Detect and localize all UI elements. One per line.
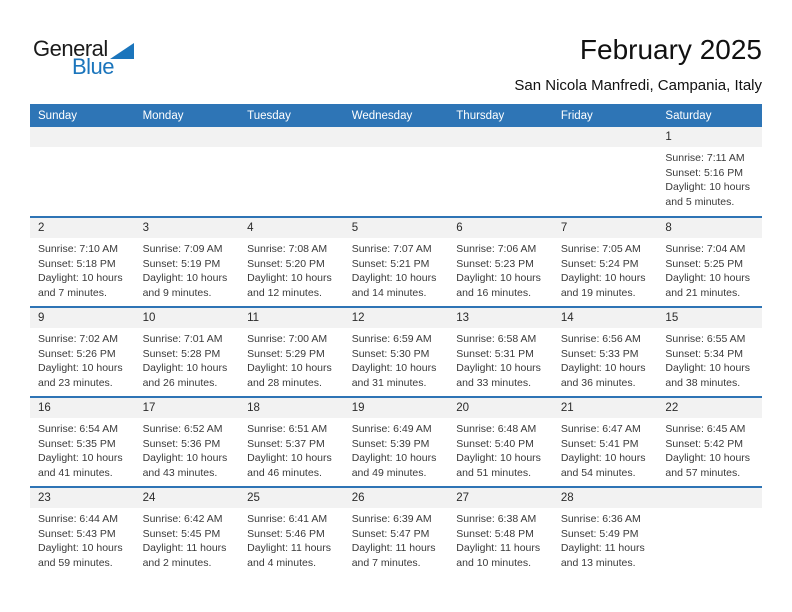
sunset-text: Sunset: 5:20 PM bbox=[247, 257, 325, 270]
day-number: 20 bbox=[448, 398, 553, 418]
day-cell bbox=[135, 488, 240, 576]
day-number bbox=[448, 127, 553, 147]
day-info bbox=[344, 238, 449, 300]
weekday-label: Tuesday bbox=[247, 109, 291, 122]
empty-day-cell bbox=[135, 127, 240, 216]
sunrise-text: Sunrise: 7:02 AM bbox=[38, 333, 118, 345]
sunset-text: Sunset: 5:41 PM bbox=[560, 437, 639, 450]
day-cell bbox=[553, 308, 658, 396]
day-info bbox=[30, 328, 135, 390]
daylight-text: Daylight: 10 hours and 54 minutes. bbox=[560, 452, 646, 479]
day-info bbox=[239, 238, 344, 300]
day-cell bbox=[135, 308, 240, 396]
daylight-text: Daylight: 10 hours and 12 minutes. bbox=[247, 272, 332, 299]
sunrise-text: Sunrise: 6:58 AM bbox=[456, 333, 537, 345]
day-info bbox=[135, 328, 240, 390]
daylight-text: Daylight: 10 hours and 14 minutes. bbox=[351, 272, 437, 299]
day-info bbox=[30, 238, 135, 300]
weekday-header-row bbox=[30, 104, 762, 127]
daylight-text: Daylight: 11 hours and 7 minutes. bbox=[351, 542, 436, 569]
day-cell bbox=[553, 488, 658, 576]
day-number: 11 bbox=[239, 308, 344, 328]
sunrise-text: Sunrise: 6:39 AM bbox=[351, 513, 432, 525]
sunset-text: Sunset: 5:45 PM bbox=[142, 527, 221, 540]
sunrise-text: Sunrise: 7:01 AM bbox=[142, 333, 223, 345]
daylight-text: Daylight: 10 hours and 23 minutes. bbox=[38, 362, 123, 389]
day-info bbox=[448, 418, 553, 480]
sunset-text: Sunset: 5:36 PM bbox=[142, 437, 221, 450]
day-cell bbox=[135, 398, 240, 486]
calendar-grid bbox=[30, 104, 762, 576]
day-cell bbox=[239, 218, 344, 306]
day-number: 7 bbox=[553, 218, 658, 238]
weekday-label: Monday bbox=[142, 109, 184, 122]
empty-day-cell bbox=[553, 127, 658, 216]
day-cell bbox=[657, 308, 762, 396]
day-number bbox=[30, 127, 135, 147]
daylight-text: Daylight: 10 hours and 59 minutes. bbox=[38, 542, 123, 569]
day-cell bbox=[239, 308, 344, 396]
day-info bbox=[448, 238, 553, 300]
sunrise-text: Sunrise: 6:49 AM bbox=[351, 423, 432, 435]
day-info bbox=[239, 508, 344, 570]
day-cell bbox=[344, 218, 449, 306]
day-number: 3 bbox=[135, 218, 240, 238]
day-info bbox=[657, 418, 762, 480]
day-number: 4 bbox=[239, 218, 344, 238]
day-number: 28 bbox=[553, 488, 658, 508]
day-number: 8 bbox=[657, 218, 762, 238]
day-number: 15 bbox=[657, 308, 762, 328]
logo-word-general: General bbox=[33, 36, 108, 61]
daylight-text: Daylight: 10 hours and 36 minutes. bbox=[560, 362, 646, 389]
month-title: February 2025 bbox=[579, 34, 762, 65]
daylight-text: Daylight: 10 hours and 19 minutes. bbox=[560, 272, 646, 299]
daylight-text: Daylight: 10 hours and 5 minutes. bbox=[665, 181, 751, 208]
sunset-text: Sunset: 5:21 PM bbox=[351, 257, 430, 270]
day-cell bbox=[239, 398, 344, 486]
sunset-text: Sunset: 5:33 PM bbox=[560, 347, 639, 360]
sunrise-text: Sunrise: 7:07 AM bbox=[351, 243, 432, 255]
day-cell bbox=[657, 218, 762, 306]
sunrise-text: Sunrise: 7:10 AM bbox=[38, 243, 118, 255]
sunrise-text: Sunrise: 6:52 AM bbox=[142, 423, 223, 435]
day-number: 14 bbox=[553, 308, 658, 328]
week-row bbox=[30, 486, 762, 576]
day-cell bbox=[30, 218, 135, 306]
sunset-text: Sunset: 5:47 PM bbox=[351, 527, 430, 540]
location-subtitle: San Nicola Manfredi, Campania, Italy bbox=[514, 77, 762, 94]
sunset-text: Sunset: 5:19 PM bbox=[142, 257, 221, 270]
calendar-weeks bbox=[30, 127, 762, 576]
day-number: 6 bbox=[448, 218, 553, 238]
day-info bbox=[553, 418, 658, 480]
sunrise-text: Sunrise: 6:42 AM bbox=[142, 513, 223, 525]
day-number: 1 bbox=[657, 127, 762, 147]
sunset-text: Sunset: 5:28 PM bbox=[142, 347, 221, 360]
day-cell bbox=[344, 308, 449, 396]
sunset-text: Sunset: 5:16 PM bbox=[665, 166, 744, 179]
sunrise-text: Sunrise: 7:04 AM bbox=[665, 243, 746, 255]
sunset-text: Sunset: 5:18 PM bbox=[38, 257, 116, 270]
day-number: 13 bbox=[448, 308, 553, 328]
sunset-text: Sunset: 5:40 PM bbox=[456, 437, 534, 450]
week-row bbox=[30, 127, 762, 216]
sunrise-text: Sunrise: 6:56 AM bbox=[560, 333, 641, 345]
day-info bbox=[344, 508, 449, 570]
general-blue-logo bbox=[33, 38, 134, 78]
day-number: 10 bbox=[135, 308, 240, 328]
sunset-text: Sunset: 5:26 PM bbox=[38, 347, 116, 360]
day-info bbox=[448, 508, 553, 570]
empty-day-cell bbox=[344, 127, 449, 216]
sunrise-text: Sunrise: 6:41 AM bbox=[247, 513, 328, 525]
weekday-label: Wednesday bbox=[351, 109, 413, 122]
day-number: 24 bbox=[135, 488, 240, 508]
day-cell bbox=[30, 308, 135, 396]
daylight-text: Daylight: 10 hours and 43 minutes. bbox=[142, 452, 228, 479]
day-info bbox=[135, 238, 240, 300]
day-number: 22 bbox=[657, 398, 762, 418]
sunset-text: Sunset: 5:42 PM bbox=[665, 437, 744, 450]
day-number: 5 bbox=[344, 218, 449, 238]
sunset-text: Sunset: 5:24 PM bbox=[560, 257, 639, 270]
day-info bbox=[553, 508, 658, 570]
empty-day-cell bbox=[30, 127, 135, 216]
day-info bbox=[30, 418, 135, 480]
day-number: 25 bbox=[239, 488, 344, 508]
daylight-text: Daylight: 10 hours and 49 minutes. bbox=[351, 452, 437, 479]
day-cell bbox=[448, 398, 553, 486]
sunset-text: Sunset: 5:35 PM bbox=[38, 437, 116, 450]
sunrise-text: Sunrise: 6:48 AM bbox=[456, 423, 537, 435]
day-cell bbox=[30, 398, 135, 486]
sunrise-text: Sunrise: 6:55 AM bbox=[665, 333, 746, 345]
day-info bbox=[448, 328, 553, 390]
title-block bbox=[514, 34, 762, 94]
day-number bbox=[553, 127, 658, 147]
day-info bbox=[135, 508, 240, 570]
day-info bbox=[657, 328, 762, 390]
sunset-text: Sunset: 5:43 PM bbox=[38, 527, 116, 540]
daylight-text: Daylight: 10 hours and 46 minutes. bbox=[247, 452, 332, 479]
day-number: 26 bbox=[344, 488, 449, 508]
sunrise-text: Sunrise: 7:05 AM bbox=[560, 243, 641, 255]
day-info bbox=[239, 418, 344, 480]
day-cell bbox=[448, 308, 553, 396]
week-row bbox=[30, 216, 762, 306]
sunset-text: Sunset: 5:46 PM bbox=[247, 527, 325, 540]
sunrise-text: Sunrise: 7:11 AM bbox=[665, 152, 745, 164]
daylight-text: Daylight: 10 hours and 9 minutes. bbox=[142, 272, 228, 299]
daylight-text: Daylight: 10 hours and 26 minutes. bbox=[142, 362, 228, 389]
weekday-label: Friday bbox=[560, 109, 593, 122]
day-cell bbox=[239, 488, 344, 576]
empty-day-cell bbox=[448, 127, 553, 216]
sunrise-text: Sunrise: 7:09 AM bbox=[142, 243, 223, 255]
daylight-text: Daylight: 11 hours and 10 minutes. bbox=[456, 542, 541, 569]
weekday-label: Thursday bbox=[456, 109, 505, 122]
day-info bbox=[30, 508, 135, 570]
day-info bbox=[553, 238, 658, 300]
day-number: 12 bbox=[344, 308, 449, 328]
day-info bbox=[657, 238, 762, 300]
day-number: 17 bbox=[135, 398, 240, 418]
sunrise-text: Sunrise: 6:44 AM bbox=[38, 513, 118, 525]
sunrise-text: Sunrise: 6:45 AM bbox=[665, 423, 746, 435]
sunrise-text: Sunrise: 7:00 AM bbox=[247, 333, 328, 345]
day-number: 16 bbox=[30, 398, 135, 418]
day-info bbox=[135, 418, 240, 480]
sunrise-text: Sunrise: 6:38 AM bbox=[456, 513, 537, 525]
daylight-text: Daylight: 11 hours and 2 minutes. bbox=[142, 542, 227, 569]
day-cell bbox=[30, 488, 135, 576]
sunset-text: Sunset: 5:49 PM bbox=[560, 527, 639, 540]
day-info bbox=[239, 328, 344, 390]
day-cell bbox=[135, 218, 240, 306]
daylight-text: Daylight: 11 hours and 4 minutes. bbox=[247, 542, 331, 569]
daylight-text: Daylight: 10 hours and 33 minutes. bbox=[456, 362, 541, 389]
day-number bbox=[135, 127, 240, 147]
daylight-text: Daylight: 11 hours and 13 minutes. bbox=[560, 542, 645, 569]
empty-day-cell bbox=[657, 488, 762, 576]
daylight-text: Daylight: 10 hours and 7 minutes. bbox=[38, 272, 123, 299]
sunset-text: Sunset: 5:48 PM bbox=[456, 527, 534, 540]
day-cell bbox=[553, 218, 658, 306]
sunset-text: Sunset: 5:39 PM bbox=[351, 437, 430, 450]
sunrise-text: Sunrise: 6:36 AM bbox=[560, 513, 641, 525]
daylight-text: Daylight: 10 hours and 16 minutes. bbox=[456, 272, 541, 299]
sunset-text: Sunset: 5:29 PM bbox=[247, 347, 325, 360]
day-number bbox=[239, 127, 344, 147]
day-number: 21 bbox=[553, 398, 658, 418]
day-info bbox=[553, 328, 658, 390]
sunrise-text: Sunrise: 6:54 AM bbox=[38, 423, 118, 435]
daylight-text: Daylight: 10 hours and 28 minutes. bbox=[247, 362, 332, 389]
sunset-text: Sunset: 5:25 PM bbox=[665, 257, 744, 270]
daylight-text: Daylight: 10 hours and 21 minutes. bbox=[665, 272, 751, 299]
weekday-label: Sunday bbox=[38, 109, 78, 122]
day-cell bbox=[448, 488, 553, 576]
sunset-text: Sunset: 5:34 PM bbox=[665, 347, 744, 360]
day-number: 27 bbox=[448, 488, 553, 508]
day-number bbox=[657, 488, 762, 508]
day-cell bbox=[344, 398, 449, 486]
empty-day-cell bbox=[239, 127, 344, 216]
day-cell bbox=[448, 218, 553, 306]
day-number: 18 bbox=[239, 398, 344, 418]
daylight-text: Daylight: 10 hours and 31 minutes. bbox=[351, 362, 437, 389]
week-row bbox=[30, 306, 762, 396]
logo-word-blue: Blue bbox=[72, 54, 115, 79]
sunrise-text: Sunrise: 6:51 AM bbox=[247, 423, 328, 435]
sunrise-text: Sunrise: 6:47 AM bbox=[560, 423, 641, 435]
day-cell bbox=[344, 488, 449, 576]
day-number: 9 bbox=[30, 308, 135, 328]
day-cell bbox=[657, 127, 762, 216]
day-number bbox=[344, 127, 449, 147]
sunset-text: Sunset: 5:30 PM bbox=[351, 347, 430, 360]
day-number: 23 bbox=[30, 488, 135, 508]
day-number: 19 bbox=[344, 398, 449, 418]
sunset-text: Sunset: 5:31 PM bbox=[456, 347, 534, 360]
daylight-text: Daylight: 10 hours and 41 minutes. bbox=[38, 452, 123, 479]
sunrise-text: Sunrise: 6:59 AM bbox=[351, 333, 432, 345]
sunset-text: Sunset: 5:23 PM bbox=[456, 257, 534, 270]
day-cell bbox=[553, 398, 658, 486]
daylight-text: Daylight: 10 hours and 38 minutes. bbox=[665, 362, 751, 389]
day-info bbox=[344, 418, 449, 480]
sunrise-text: Sunrise: 7:08 AM bbox=[247, 243, 328, 255]
sunset-text: Sunset: 5:37 PM bbox=[247, 437, 325, 450]
day-info bbox=[657, 147, 762, 209]
week-row bbox=[30, 396, 762, 486]
daylight-text: Daylight: 10 hours and 57 minutes. bbox=[665, 452, 751, 479]
day-cell bbox=[657, 398, 762, 486]
daylight-text: Daylight: 10 hours and 51 minutes. bbox=[456, 452, 541, 479]
day-info bbox=[344, 328, 449, 390]
sunrise-text: Sunrise: 7:06 AM bbox=[456, 243, 537, 255]
weekday-label: Saturday bbox=[665, 109, 712, 122]
day-number: 2 bbox=[30, 218, 135, 238]
